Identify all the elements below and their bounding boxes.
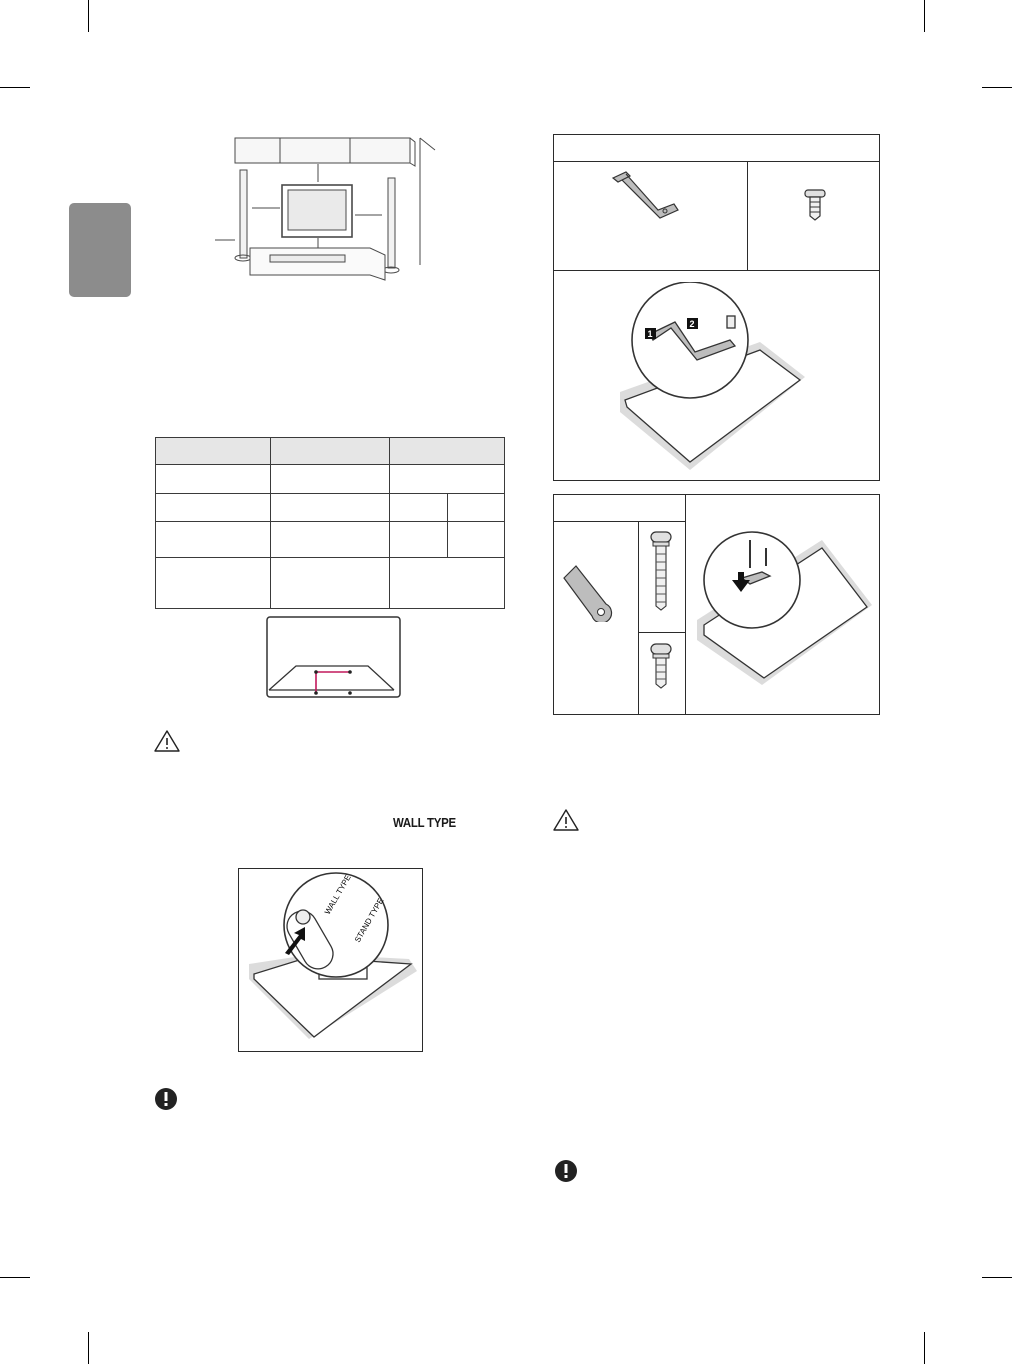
note-icon — [153, 1086, 179, 1112]
stand-bracket-install-illustration — [692, 520, 874, 690]
crop-mark — [924, 1332, 925, 1364]
divider — [553, 161, 880, 162]
note-icon — [553, 1158, 579, 1184]
table-cell — [390, 465, 505, 493]
crop-mark — [982, 87, 1012, 88]
table-cell — [156, 558, 271, 609]
table-row — [156, 493, 505, 521]
table-cell — [271, 521, 390, 557]
step-number: 2 — [689, 319, 695, 329]
divider — [685, 494, 686, 715]
slider-stand-type-text: STAND TYPE — [352, 896, 386, 944]
caution-icon — [153, 729, 181, 753]
wall-stand-switch-illustration — [239, 869, 422, 1051]
tv-clearance-illustration — [210, 130, 440, 285]
specs-table — [155, 437, 505, 609]
bracket-install-illustration — [615, 282, 810, 472]
table-cell — [390, 493, 448, 521]
table-cell — [448, 493, 505, 521]
table-row — [156, 438, 505, 465]
table-cell — [271, 493, 390, 521]
bracket-part-icon — [608, 170, 683, 230]
crop-mark — [982, 1277, 1012, 1278]
table-row — [156, 521, 505, 557]
table-row — [156, 558, 505, 609]
table-cell — [448, 521, 505, 557]
vesa-back-diagram — [266, 616, 401, 698]
short-screw-icon — [648, 642, 674, 692]
table-row — [156, 465, 505, 493]
table-cell — [156, 521, 271, 557]
table-cell — [271, 438, 390, 465]
step-number: 1 — [647, 329, 653, 339]
divider — [638, 632, 685, 633]
long-screw-icon — [648, 530, 674, 612]
table-cell — [156, 438, 271, 465]
crop-mark — [88, 1332, 89, 1364]
crop-mark — [0, 1277, 30, 1278]
crop-mark — [0, 87, 30, 88]
hook-bracket-icon — [556, 560, 618, 622]
divider — [553, 270, 880, 271]
wall-stand-switch-figure — [238, 868, 423, 1052]
table-cell — [271, 465, 390, 493]
screw-icon — [803, 188, 827, 222]
wall-type-label: WALL TYPE — [393, 815, 456, 830]
language-tab — [69, 203, 131, 297]
crop-mark — [88, 0, 89, 32]
table-cell — [390, 521, 448, 557]
table-cell — [156, 465, 271, 493]
divider — [638, 521, 639, 715]
divider — [553, 521, 685, 522]
table-cell — [390, 558, 505, 609]
crop-mark — [924, 0, 925, 32]
table-cell — [271, 558, 390, 609]
slider-wall-type-text: WALL TYPE — [322, 873, 353, 916]
caution-icon — [552, 808, 580, 832]
table-cell — [156, 493, 271, 521]
table-cell — [390, 438, 505, 465]
divider — [747, 161, 748, 271]
